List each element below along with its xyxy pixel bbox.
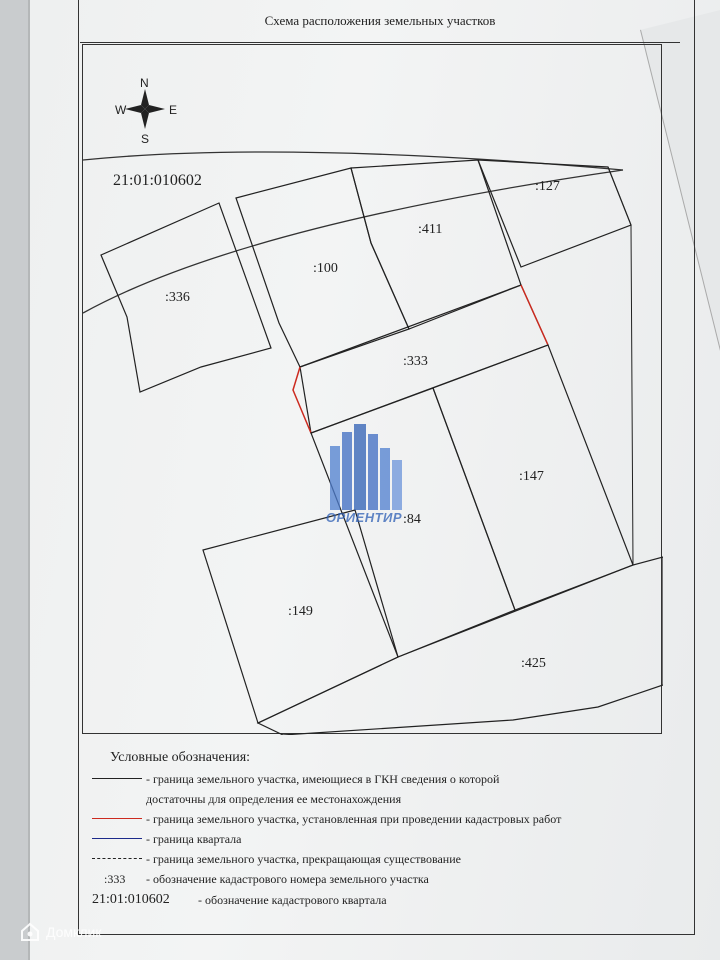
legend-line-black — [92, 778, 142, 779]
legend-quarter-marker: 21:01:010602 — [92, 892, 170, 907]
compass-icon — [115, 76, 177, 146]
page-edge — [28, 0, 30, 960]
legend — [92, 752, 652, 932]
compass-south: S — [141, 132, 150, 146]
parcel-label-336: :336 — [165, 290, 190, 305]
compass-north: N — [140, 76, 149, 90]
parcel-411 — [351, 160, 521, 329]
legend-line-blue — [92, 838, 142, 839]
parcel-east-edge — [608, 167, 633, 565]
parcel-425 — [258, 557, 663, 735]
cadastral-map — [83, 45, 663, 735]
legend-text: - граница земельного участка, имеющиеся в ГКН сведения о которой — [146, 772, 500, 786]
legend-text: - обозначение кадастрового номера земельного участка — [146, 872, 429, 886]
legend-title: Условные обозначения: — [110, 750, 251, 765]
legend-text: - граница земельного участка, прекращающая существование — [146, 852, 461, 866]
map-title: Схема расположения земельных участков — [264, 13, 496, 28]
legend-line-red — [92, 818, 142, 819]
legend-text: достаточны для определения ее местонахождения — [146, 792, 402, 806]
domclick-text: Домклик — [46, 924, 102, 940]
legend-text: - граница квартала — [146, 832, 242, 846]
parcel-127 — [478, 160, 631, 267]
parcel-label-425: :425 — [521, 656, 546, 671]
legend-text: - граница земельного участка, установленная при проведении кадастровых работ — [146, 812, 562, 826]
legend-text: - обозначение кадастрового квартала — [198, 893, 387, 907]
parcel-label-333: :333 — [403, 354, 428, 369]
parcel-label-84: :84 — [403, 512, 421, 527]
domclick-logo-icon — [20, 922, 40, 942]
compass-east: E — [169, 103, 178, 117]
title-band — [80, 6, 680, 43]
compass-west: W — [115, 103, 127, 117]
parcel-label-100: :100 — [313, 261, 338, 276]
parcel-label-147: :147 — [519, 469, 544, 484]
orientir-watermark — [316, 420, 412, 540]
parcel-label-411: :411 — [418, 222, 443, 237]
parcel-label-127: :127 — [535, 179, 560, 194]
quarter-number-label: 21:01:010602 — [113, 172, 202, 189]
surveyed-boundary-east — [521, 285, 548, 345]
legend-parcel-marker: :333 — [104, 872, 126, 886]
map-area — [82, 44, 662, 734]
building-logo-icon — [316, 420, 412, 512]
parcel-label-149: :149 — [288, 604, 313, 619]
watermark-text: ОРИЕНТИР — [325, 510, 403, 525]
legend-line-dashed — [92, 858, 142, 859]
